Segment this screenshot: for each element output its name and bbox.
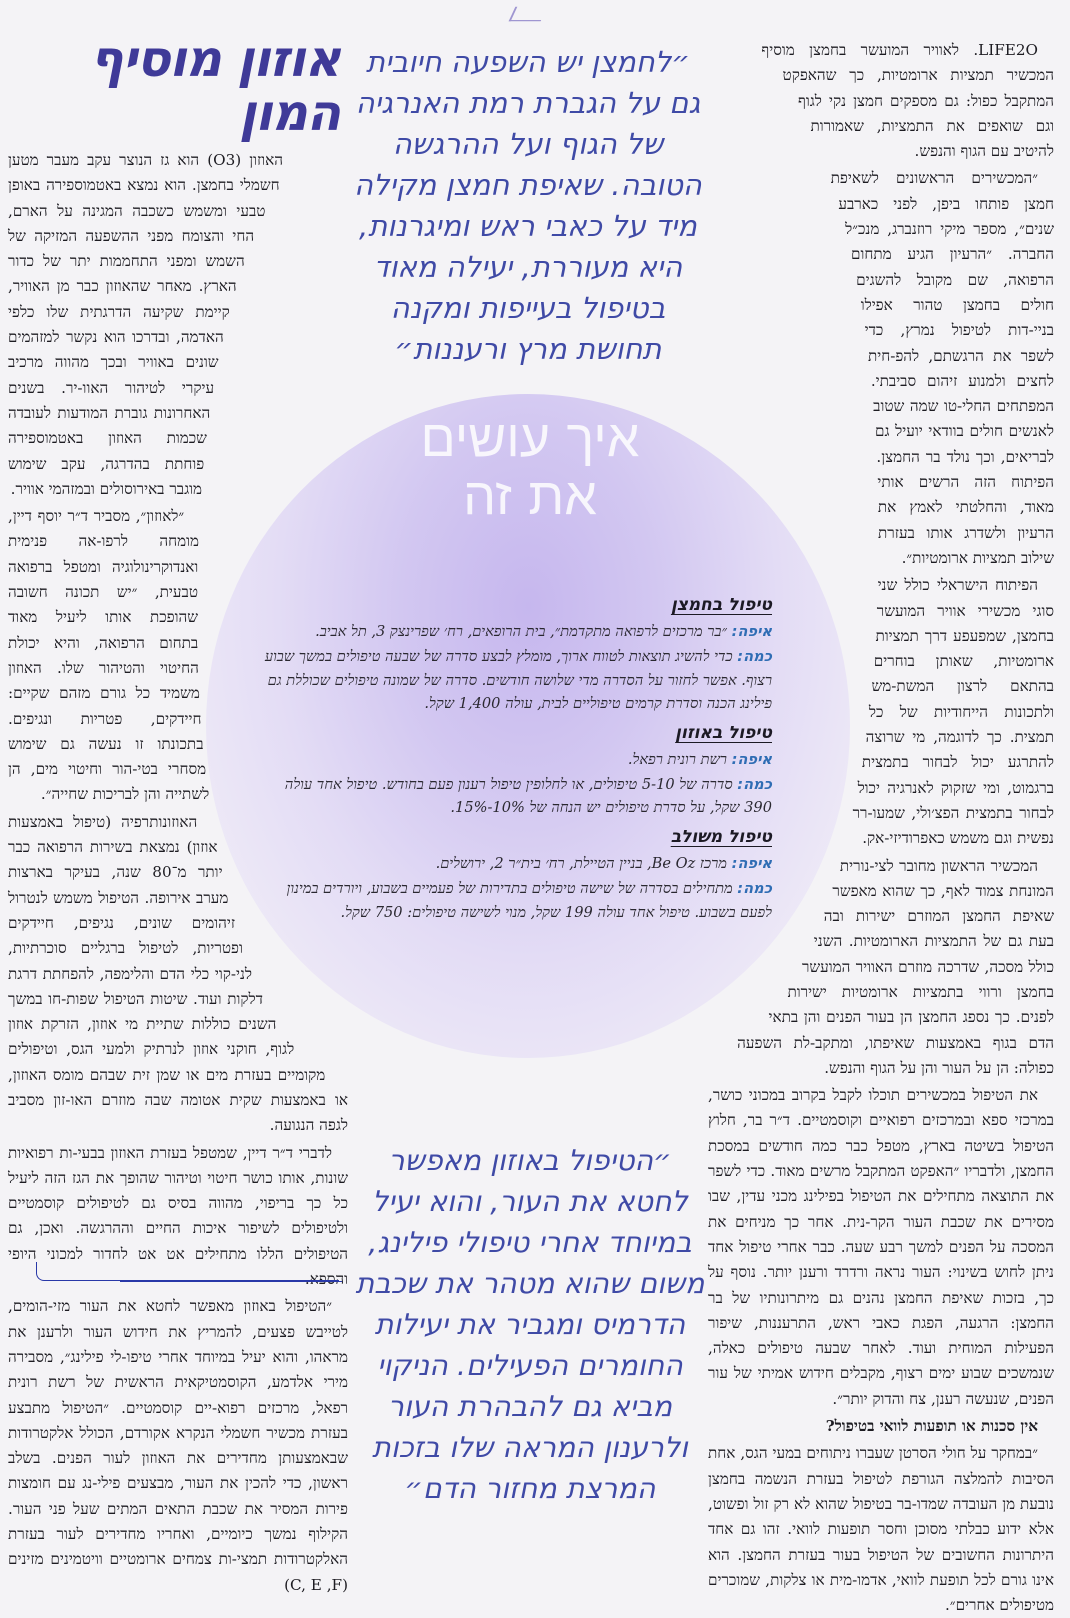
where-value: רשת רונית רפאל.	[627, 750, 727, 768]
corner-mark	[509, 7, 548, 21]
handwritten-underline	[120, 1281, 342, 1282]
right-paragraph: ״המכשירים הראשונים לשאיפת חמצן פותחו ביפן, לפני כארבע שנים״, מספר מיקי רוזנברג, מנכ״ל החברה. ״הרעיון הגיע מתחום הרפואה, שם מקובל להשגים חולים בחמצן טהור אפילו בניי-דות לטיפול נמרץ, כדי לשפר את הרגשתם, להפ-חית לחצים ולמנוע זיהום סביבתי. המפתחים החלי-טו שמה שטוב לאנשים חולים בוודאי יועיל גם לבריאים, וכך נולד בר החמצן. הפיתוח הזה הרשים אותי מאוד, והחלטתי לאמץ את הרעיון ולשדרג אותו בעזרת שילוב תמציות ארומטיות״.	[830, 169, 1054, 567]
where-label: איפה:	[731, 623, 772, 640]
info-where	[262, 852, 772, 875]
where-value: ״בר מרכזים לרפואה מתקדמת״, בית הרופאים, רח׳ שפרינצק 3, תל אביב.	[315, 623, 727, 640]
how-value: כדי להשיג תוצאות לטווח ארוך, מומלץ לבצע סדרה של שבעה טיפולים במשך שבוע רצוף. אפשר לחזור על הסדרה מדי שלושה חודשים. סדרה של שמונה טיפולים שכוללת גם פילינג הכנה וסדרת קרמים טיפוליים לבית, עולה 1,400 שקל.	[264, 648, 772, 713]
right-paragraph: את הטיפול במכשירים תוכלו לקבל בקרוב במכוני כושר, במרכזי ספא ובמרכזים רפואיים וקוסמטיים. ד״ר בר, חלוץ הטיפול בשיטה בארץ, מטפל כבר כמה חודשים במסכת החמצן, ולדבריו ״האפקט המתקבל מרשים מאוד. כדי לשפר את התוצאה מתחילים את הטיפול בפילינג מכני עדין, שבו מסירים את שכבת העור הקר-נית. אחר כך מניחים את המסכה על הפנים למשך רבע שעה. כבר אחרי טיפול אחד ניתן לחוש בשינוי: העור נראה ורדרד ורענן יותר. נוסף על כך, בזכות שאיפת החמצן נהנים גם מיתרונותיו של בר החמצן: הרגעה, הפגת כאבי ראש, התרעננות, שיפור הפעילות המוחית ועוד. לאחר שבעה טיפולים כאלה, שנמשכים שבוע ימים רצוף, מקבלים חידוש אמיתי של עור הפנים, שנעשה רענן, צח והדוק יותר״.	[708, 1086, 1054, 1408]
info-section	[262, 824, 772, 924]
how-label: כמה:	[737, 776, 772, 794]
right-paragraph: LIFE2O. לאוויר המועשר בחמצן מוסיף המכשיר תמציות ארומטיות, כך שהאפקט המתקבל כפול: גם מספקים חמצן נקי לגוף וגם שואפים את התמציות, שאמורות להיטיב עם הגוף והנפש.	[761, 41, 1054, 161]
how-value: מתחילים בסדרה של שישה טיפולים בתדירות של פעמיים בשבוע, ויורדים במינון לפעם בשבוע. טיפול אחד עולה 199 שקל, מנוי לשישה טיפולים: 750 שקל.	[286, 880, 772, 921]
treatment-info-box	[262, 592, 772, 926]
left-paragraph: האוזונותרפיה (טיפול באמצעות אוזון) נמצאת בשירות הרפואה כבר יותר מ־80 שנה, בעיקר בארצות מערב אירופה. הטיפול משמש לנטרול זיהומים שונים, נגיפים, חיידקים ופטריות, לטיפול ברגליים סוכרתיות, לני-קוי כלי הדם והלימפה, להפחתת דרגת דלקות ועוד. שיטות הטיפול שפות-חו במשך השנים כוללות שתיית מי אוזון, הזרקת אוזון לגוף, חוקני אוזון לנרתיק ולמעי הגס, וטיפולים מקומיים בעזרת מים או שמן זית שבהם מומס האוזון, או באמצעות שקית אטומה שבה מוזרם האו-זון מסביב לגפה הנגועה.	[8, 812, 348, 1135]
right-paragraph: הפיתוח הישראלי כולל שני סוגי מכשירי אוויר המועשר בחמצן, שמפעפע דרך תמציות ארומטיות, שאותן בוחרים בהתאם לרצון המשת-מש ולתכונות הייחודיות של כל תמצית. כך לדוגמה, מי שרוצה להתרגע יכול לבחור בתמצית ברגמוט, ומי שזקוק לאנרגיה יכול לבחור בתמצית הפצ׳ולי, שמעו-רר נפשית וגם משמש כאפרודיזי-אק.	[852, 576, 1054, 848]
left-paragraph: לדברי ד״ר דיין, שמטפל בעזרת האוזון בבעי-ות רפואיות שונות, אותו כושר חיטוי וטיהור שהופך את הגז הזה ליעיל כל כך בריפוי, מהווה בסיס גם לטיפולים קוסמטיים ולטיפולים לשיפור איכות החיים וההרגשה. ואכן, גם הטיפולים הללו מתחילים אט אט לחדור למכוני היופי והספא.	[8, 1143, 348, 1289]
pull-quote-bottom: ״הטיפול באוזון מאפשר לחטא את העור, והוא יעיל במיוחד אחרי טיפולי פילינג, משום שהוא מטהר את שכבת הדרמיס ומגביר את יעילות החומרים הפעילים. הניקוי מביא גם להבהרת העור ולרענון המראה שלו בזכות המרצת מחזור הדם״	[355, 1144, 705, 1505]
right-paragraph: המכשיר הראשון מחובר לצי-נורית המונחת צמוד לאף, כך שהוא מאפשר שאיפת החמצן המוזרם ישירות ובה בעת גם של התמציות הארומטיות. השני כולל מסכה, שדרכה מוזרם האוויר המועשר בחמצן ורווי בתמציות ארומטיות ישירות לפנים. כך נספג החמצן הן בעור הפנים והן בתאי הדם בגוף באמצעות שאיפתו, ומתקב-לת השפעה כפולה: הן על העור והן על הגוף והנפש.	[737, 856, 1054, 1077]
where-value: מרכז Be Oz, בניין הטיילת, רח׳ בית״ר 2, ירושלים.	[435, 854, 727, 872]
info-section-title: טיפול משולב	[670, 826, 772, 847]
circle-title: איך עושים את זה	[420, 409, 640, 527]
info-section	[262, 720, 772, 820]
info-section-title: טיפול באוזון	[675, 722, 772, 743]
left-paragraph: האוזון (O3) הוא גז הנוצר עקב מעבר מטען חשמלי בחמצן. הוא נמצא באטמוספירה באופן טבעי ומשמש כשכבה המגינה על הארם, החי והצומח מפני ההשפעה המזיקה של השמש ומפני התחממות יתר של כדור הארץ. מאחר שהאוזון כבר מן האוויר, קיימת שקיעה הדרגתית שלו כלפי האדמה, ובדרכו הוא נקשר למזהמים שונים באוויר ובכך מהווה מרכיב עיקרי לטיהור האוו-יר. בשנים האחרונות גוברת המודעות לעובדה שכמות האוזון באטמוספירה פוחתת בהדרגה, עקב שימוש מוגבר באירוסולים ובמזהמי אוויר.	[8, 151, 283, 498]
how-value: סדרה של 5-10 טיפולים, או לחלופין טיפול רענון פעם בחודש. טיפול אחד עולה 390 שקל, על סדרת טיפולים יש הנחה של 10%-15%.	[284, 776, 772, 817]
left-paragraph: ״לאוזון״, מסביר ד״ר יוסף דיין, מומחה לרפו-אה פנימית ואנדוקרינולוגיה ומטפל ברפואה טבעית, ״יש תכונה חשובה שהופכת אותו ליעיל מאוד בתחום הרפואה, והיא יכולת החיטוי והטיהור שלו. האוזון משמיד כל גורם מזהם שקיים: חיידקים, פטריות ונגיפים. בתכונתו זו נעשה גם שימוש מסחרי בטי-הור וחיטוי מים, הן לשתייה והן לבריכות שחייה״.	[8, 507, 210, 804]
left-paragraph: ״הטיפול באוזון מאפשר לחטא את העור מזי-הומים, לטייבש פצעים, להמריץ את חידוש העור ולרענן את מראהו, והוא יעיל במיוחד אחרי טיפו-לי פילינג״, מסבירה מירי אלדמע, הקוסמטיקאית הראשית של רשת רונית רפאל, מרכזים רפוא-יים קוסמטיים. ״הטיפול מתבצע בעזרת מכשיר חשמלי הנקרא אקורדם, הכולל אלקטרודות שבאמצעותן מחדירים את האוזון לעור הפנים. בשלב ראשון, כדי להכין את העור, מבצעים פילי-נג עם חומצות פירות המסיר את שכבת התאים המתים שעל פני העור. הקילוף נמשך כיומיים, ואחריו מחדירים לעור בעזרת האלקטרודות תמצי-ות צמחים ארומטיים וויטמינים מזינים (C, E ,F)	[8, 1297, 348, 1594]
how-label: כמה:	[737, 648, 772, 666]
info-how	[262, 877, 772, 924]
info-section-title: טיפול בחמצן	[670, 595, 772, 615]
info-where	[262, 748, 772, 771]
right-paragraph: ״במחקר על חולי הסרטן שעברו ניתוחים במעי הגס, אחת הסיבות להמלצה הגורפת לטיפול בעזרת הנשמה בחמצן נובעת מן העובדה שמדו-בר בטיפול שהוא לא רק זול ופשוט, אלא ידוע כבלתי מסוכן וחסר תופעות לוואי. זהו גם אחד היתרונות החשובים של הטיפול בעור בעזרת החמצן. הוא אינו גורם לכל תופעת לוואי, אדמו-מית או צלקות, שמוכרים מטיפולים אחרים״.	[708, 1444, 1054, 1615]
how-label: כמה:	[737, 880, 772, 898]
pull-quote-top: ״לחמצן יש השפעה חיובית גם על הגברת רמת האנרגיה של הגוף ועל ההרגשה הטובה. שאיפת חמצן מקילה מיד על כאבי ראש ומיגרנות, היא מעוררת, יעילה מאוד בטיפול בעייפות ומקנה תחושת מרץ ורעננות״	[354, 45, 702, 366]
info-how	[262, 645, 772, 715]
where-label: איפה:	[731, 854, 772, 872]
handwritten-underline	[36, 1262, 339, 1281]
article-title: אוזון מוסיף המון	[89, 30, 340, 142]
info-where	[262, 620, 772, 643]
info-section	[262, 592, 772, 716]
info-how	[262, 773, 772, 820]
right-subheading: אין סכנות או תופעות לוואי בטיפול?	[825, 1417, 1038, 1436]
where-label: איפה:	[731, 750, 772, 768]
